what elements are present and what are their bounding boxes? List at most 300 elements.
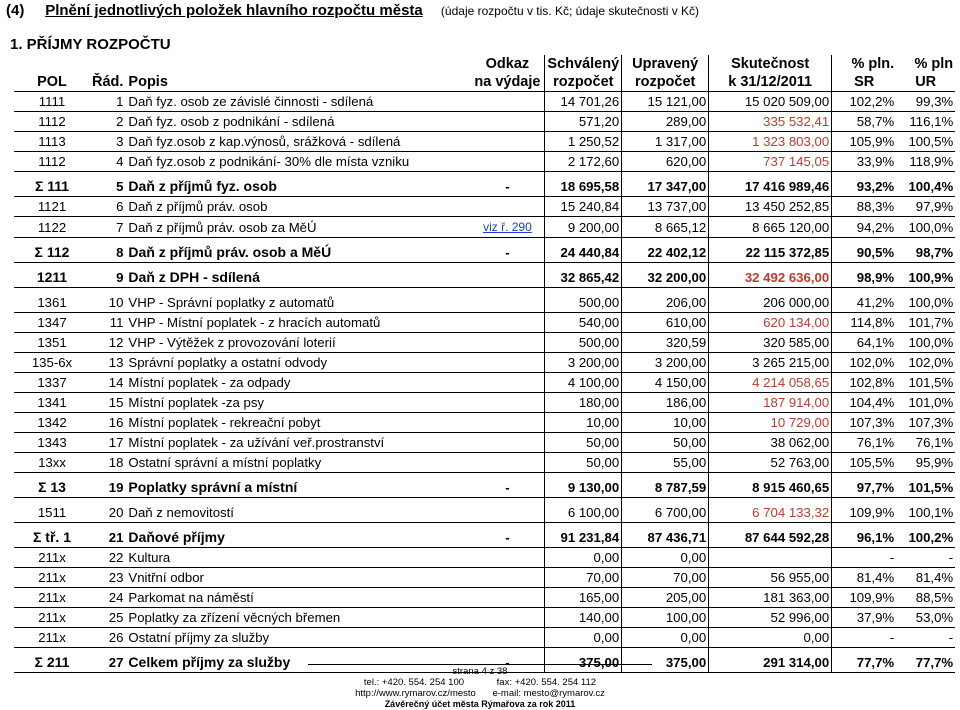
cell-sku: 0,00 bbox=[709, 628, 832, 648]
cell-popis: Daň fyz.osob z podnikání- 30% dle místa vzniku bbox=[126, 152, 470, 172]
cell-pol: 1211 bbox=[14, 268, 90, 288]
cell-popis: Daň z příjmů fyz. osob bbox=[126, 177, 470, 197]
cell-pol: 1347 bbox=[14, 313, 90, 333]
table-row bbox=[14, 92, 955, 112]
cell-popis: Ostatní příjmy za služby bbox=[126, 628, 470, 648]
cell-sku: 206 000,00 bbox=[709, 293, 832, 313]
header-row-2 bbox=[14, 73, 955, 92]
cell-rad: 25 bbox=[90, 608, 126, 628]
cell-rad: 2 bbox=[90, 112, 126, 132]
table-row bbox=[14, 353, 955, 373]
cell-ur: 100,0% bbox=[896, 293, 955, 313]
col-skutecnost-1: Skutečnost bbox=[709, 55, 832, 73]
cell-sr: 98,9% bbox=[832, 268, 897, 288]
cell-sku: 8 915 460,65 bbox=[709, 478, 832, 498]
cell-rad: 20 bbox=[90, 503, 126, 523]
cell-pol: 1121 bbox=[14, 197, 90, 217]
cell-popis: Parkomat na náměstí bbox=[126, 588, 470, 608]
cell-sku: 3 265 215,00 bbox=[709, 353, 832, 373]
cell-popis: Místní poplatek -za psy bbox=[126, 393, 470, 413]
col-pol: POL bbox=[14, 73, 90, 92]
cell-popis: Daň z příjmů práv. osob a MěÚ bbox=[126, 243, 470, 263]
cell-sku: 10 729,00 bbox=[709, 413, 832, 433]
cell-popis: Místní poplatek - za užívání veř.prostranství bbox=[126, 433, 470, 453]
cell-sch: 70,00 bbox=[545, 568, 622, 588]
cell-sch: 2 172,60 bbox=[545, 152, 622, 172]
col-odkaz-2: na výdaje bbox=[470, 73, 545, 92]
cell-upr: 55,00 bbox=[622, 453, 709, 473]
section-title: 1. PŘÍJMY ROZPOČTU bbox=[10, 36, 171, 53]
col-upraveny-1: Upravený bbox=[622, 55, 709, 73]
cell-sku: 15 020 509,00 bbox=[709, 92, 832, 112]
table-row bbox=[14, 293, 955, 313]
cell-ur: 107,3% bbox=[896, 413, 955, 433]
cell-popis: Daň z příjmů práv. osob za MěÚ bbox=[126, 217, 470, 238]
cell-ur: 100,1% bbox=[896, 503, 955, 523]
cell-odkaz bbox=[470, 628, 545, 648]
cell-odkaz bbox=[470, 608, 545, 628]
cell-odkaz bbox=[470, 568, 545, 588]
cell-rad: 21 bbox=[90, 528, 126, 548]
cell-sch: 180,00 bbox=[545, 393, 622, 413]
cell-popis: Správní poplatky a ostatní odvody bbox=[126, 353, 470, 373]
table-row bbox=[14, 503, 955, 523]
cell-sr: 93,2% bbox=[832, 177, 897, 197]
header-row-1 bbox=[14, 55, 955, 73]
cell-sku: 4 214 058,65 bbox=[709, 373, 832, 393]
cell-pol: 1361 bbox=[14, 293, 90, 313]
cell-ur: 102,0% bbox=[896, 353, 955, 373]
table-row bbox=[14, 373, 955, 393]
cell-rad: 1 bbox=[90, 92, 126, 112]
cell-sr: 90,5% bbox=[832, 243, 897, 263]
cell-upr: 0,00 bbox=[622, 628, 709, 648]
budget-table bbox=[14, 55, 955, 673]
table-row bbox=[14, 132, 955, 152]
cell-sku: 335 532,41 bbox=[709, 112, 832, 132]
table-row bbox=[14, 313, 955, 333]
cell-sku: 320 585,00 bbox=[709, 333, 832, 353]
cell-ur: 95,9% bbox=[896, 453, 955, 473]
cell-odkaz bbox=[470, 373, 545, 393]
cell-popis: Daň z příjmů práv. osob bbox=[126, 197, 470, 217]
cell-sch: 0,00 bbox=[545, 548, 622, 568]
footer-web[interactable]: http://www.rymarov.cz/mesto bbox=[355, 688, 476, 699]
cell-sku: 181 363,00 bbox=[709, 588, 832, 608]
cell-ur: 100,0% bbox=[896, 217, 955, 238]
cell-sch: 9 130,00 bbox=[545, 478, 622, 498]
cell-popis: Ostatní správní a místní poplatky bbox=[126, 453, 470, 473]
table-row bbox=[14, 453, 955, 473]
cell-sch: 24 440,84 bbox=[545, 243, 622, 263]
cell-odkaz bbox=[470, 453, 545, 473]
cell-sr: 105,5% bbox=[832, 453, 897, 473]
col-schvaleny-1: Schválený bbox=[545, 55, 622, 73]
cell-odkaz bbox=[470, 413, 545, 433]
cell-sch: 3 200,00 bbox=[545, 353, 622, 373]
cell-pol: 1337 bbox=[14, 373, 90, 393]
cell-sch: 18 695,58 bbox=[545, 177, 622, 197]
cell-sch: 1 250,52 bbox=[545, 132, 622, 152]
cell-rad: 4 bbox=[90, 152, 126, 172]
cell-odkaz bbox=[470, 313, 545, 333]
cell-sr: 96,1% bbox=[832, 528, 897, 548]
table-row bbox=[14, 393, 955, 413]
cell-rad: 27 bbox=[90, 653, 126, 673]
footer-fax: fax: +420. 554. 254 112 bbox=[496, 677, 597, 688]
table-row bbox=[14, 197, 955, 217]
cell-sch: 500,00 bbox=[545, 293, 622, 313]
col-plnur-2: UR bbox=[896, 73, 955, 92]
cell-odkaz bbox=[470, 433, 545, 453]
cell-sr: - bbox=[832, 628, 897, 648]
table-row bbox=[14, 333, 955, 353]
cell-sch: 540,00 bbox=[545, 313, 622, 333]
cell-sr: 109,9% bbox=[832, 588, 897, 608]
cell-sr: 104,4% bbox=[832, 393, 897, 413]
col-upraveny-2: rozpočet bbox=[622, 73, 709, 92]
table-row bbox=[14, 243, 955, 263]
cell-pol: 211x bbox=[14, 548, 90, 568]
cell-popis: VHP - Místní poplatek - z hracích automatů bbox=[126, 313, 470, 333]
table-row bbox=[14, 608, 955, 628]
cell-sr: 97,7% bbox=[832, 478, 897, 498]
cell-odkaz bbox=[470, 197, 545, 217]
cell-sch: 375,00 bbox=[545, 653, 622, 673]
table-row bbox=[14, 268, 955, 288]
cell-popis: Daň fyz. osob ze závislé činnosti - sdílená bbox=[126, 92, 470, 112]
cell-upr: 100,00 bbox=[622, 608, 709, 628]
cell-popis: Kultura bbox=[126, 548, 470, 568]
cell-pol: 211x bbox=[14, 628, 90, 648]
cell-upr: 205,00 bbox=[622, 588, 709, 608]
cell-rad: 6 bbox=[90, 197, 126, 217]
footer-email[interactable]: e-mail: mesto@rymarov.cz bbox=[492, 688, 605, 699]
table-row bbox=[14, 478, 955, 498]
cell-upr: 13 737,00 bbox=[622, 197, 709, 217]
cell-sr: - bbox=[832, 548, 897, 568]
cell-odkaz: - bbox=[470, 177, 545, 197]
cell-rad: 10 bbox=[90, 293, 126, 313]
cell-upr: 8 787,59 bbox=[622, 478, 709, 498]
cell-rad: 7 bbox=[90, 217, 126, 238]
cell-sch: 15 240,84 bbox=[545, 197, 622, 217]
cell-pol: 211x bbox=[14, 568, 90, 588]
cell-rad: 9 bbox=[90, 268, 126, 288]
cell-sr: 81,4% bbox=[832, 568, 897, 588]
cell-popis: Místní poplatek - za odpady bbox=[126, 373, 470, 393]
cell-rad: 8 bbox=[90, 243, 126, 263]
cell-popis: Poplatky správní a místní bbox=[126, 478, 470, 498]
table-row bbox=[14, 217, 955, 238]
table-row bbox=[14, 112, 955, 132]
cell-sch: 6 100,00 bbox=[545, 503, 622, 523]
cell-odkaz bbox=[470, 393, 545, 413]
footer-contacts bbox=[0, 677, 960, 688]
cell-odkaz: - bbox=[470, 478, 545, 498]
cell-popis: VHP - Správní poplatky z automatů bbox=[126, 293, 470, 313]
cell-sr: 37,9% bbox=[832, 608, 897, 628]
cell-ur: 77,7% bbox=[896, 653, 955, 673]
cell-odkaz: - bbox=[470, 528, 545, 548]
cell-sku: 620 134,00 bbox=[709, 313, 832, 333]
cell-pol: 1112 bbox=[14, 112, 90, 132]
cell-ur: 116,1% bbox=[896, 112, 955, 132]
cell-upr: 0,00 bbox=[622, 548, 709, 568]
cell-sch: 91 231,84 bbox=[545, 528, 622, 548]
cell-pol: Σ 211 bbox=[14, 653, 90, 673]
cell-rad: 12 bbox=[90, 333, 126, 353]
cell-sku: 52 763,00 bbox=[709, 453, 832, 473]
col-popis: Popis bbox=[126, 73, 470, 92]
cell-sku: 291 314,00 bbox=[709, 653, 832, 673]
cell-sr: 58,7% bbox=[832, 112, 897, 132]
cell-sku: 13 450 252,85 bbox=[709, 197, 832, 217]
cell-sr: 114,8% bbox=[832, 313, 897, 333]
cell-sku: 8 665 120,00 bbox=[709, 217, 832, 238]
cell-upr: 15 121,00 bbox=[622, 92, 709, 112]
cell-sr: 105,9% bbox=[832, 132, 897, 152]
cell-rad: 11 bbox=[90, 313, 126, 333]
cell-sku: 38 062,00 bbox=[709, 433, 832, 453]
cell-upr: 320,59 bbox=[622, 333, 709, 353]
cell-ur: 81,4% bbox=[896, 568, 955, 588]
cell-ur: 101,0% bbox=[896, 393, 955, 413]
cell-rad: 24 bbox=[90, 588, 126, 608]
cell-ur: 100,5% bbox=[896, 132, 955, 152]
cell-rad: 14 bbox=[90, 373, 126, 393]
cell-odkaz bbox=[470, 268, 545, 288]
cell-ur: 101,5% bbox=[896, 478, 955, 498]
cell-ur: - bbox=[896, 628, 955, 648]
cell-sch: 571,20 bbox=[545, 112, 622, 132]
table-row bbox=[14, 588, 955, 608]
cell-upr: 3 200,00 bbox=[622, 353, 709, 373]
cell-rad: 23 bbox=[90, 568, 126, 588]
cell-popis: Daň fyz.osob z kap.výnosů, srážková - sdílená bbox=[126, 132, 470, 152]
cell-sch: 50,00 bbox=[545, 433, 622, 453]
cell-odkaz bbox=[470, 353, 545, 373]
cell-ur: 100,2% bbox=[896, 528, 955, 548]
cell-upr: 4 150,00 bbox=[622, 373, 709, 393]
cell-pol: Σ 111 bbox=[14, 177, 90, 197]
cell-popis: Vnitřní odbor bbox=[126, 568, 470, 588]
cell-sr: 102,2% bbox=[832, 92, 897, 112]
col-skutecnost-2: k 31/12/2011 bbox=[709, 73, 832, 92]
cell-sch: 140,00 bbox=[545, 608, 622, 628]
cell-upr: 620,00 bbox=[622, 152, 709, 172]
col-plnur-1: % pln bbox=[914, 56, 954, 72]
cell-pol: Σ 13 bbox=[14, 478, 90, 498]
cell-sr: 33,9% bbox=[832, 152, 897, 172]
col-plnsr-2: SR bbox=[832, 73, 897, 92]
cell-ur: 100,0% bbox=[896, 333, 955, 353]
footer-divider bbox=[308, 664, 652, 665]
table-row bbox=[14, 628, 955, 648]
document-title: Plnění jednotlivých položek hlavního rozpočtu města bbox=[45, 2, 423, 19]
cell-ur: 76,1% bbox=[896, 433, 955, 453]
cell-upr: 610,00 bbox=[622, 313, 709, 333]
cell-rad: 26 bbox=[90, 628, 126, 648]
cell-sch: 14 701,26 bbox=[545, 92, 622, 112]
cell-pol: 211x bbox=[14, 588, 90, 608]
document-header bbox=[6, 2, 699, 19]
cell-odkaz: - bbox=[470, 243, 545, 263]
cell-odkaz bbox=[470, 132, 545, 152]
cell-pol: 135-6x bbox=[14, 353, 90, 373]
cell-ur: 100,4% bbox=[896, 177, 955, 197]
cell-rad: 22 bbox=[90, 548, 126, 568]
cell-odkaz bbox=[470, 293, 545, 313]
cell-pol: 1112 bbox=[14, 152, 90, 172]
cell-rad: 18 bbox=[90, 453, 126, 473]
cell-pol: 1113 bbox=[14, 132, 90, 152]
cell-pol: 1511 bbox=[14, 503, 90, 523]
cell-popis: Daňové příjmy bbox=[126, 528, 470, 548]
table-row bbox=[14, 413, 955, 433]
cell-ur: 101,7% bbox=[896, 313, 955, 333]
cell-upr: 32 200,00 bbox=[622, 268, 709, 288]
cell-sch: 0,00 bbox=[545, 628, 622, 648]
footer-links bbox=[0, 688, 960, 699]
cell-sr: 109,9% bbox=[832, 503, 897, 523]
cell-sku: 56 955,00 bbox=[709, 568, 832, 588]
table-row bbox=[14, 433, 955, 453]
cell-sr: 88,3% bbox=[832, 197, 897, 217]
cell-sku: 17 416 989,46 bbox=[709, 177, 832, 197]
cell-pol: 1111 bbox=[14, 92, 90, 112]
col-plnsr-1: % pln. bbox=[832, 55, 897, 73]
cell-sku: 52 996,00 bbox=[709, 608, 832, 628]
cell-rad: 5 bbox=[90, 177, 126, 197]
cell-sku bbox=[709, 548, 832, 568]
cell-pol: 13xx bbox=[14, 453, 90, 473]
cell-pol: 1122 bbox=[14, 217, 90, 238]
cell-ur: 98,7% bbox=[896, 243, 955, 263]
cell-upr: 289,00 bbox=[622, 112, 709, 132]
cell-sr: 77,7% bbox=[832, 653, 897, 673]
cell-upr: 50,00 bbox=[622, 433, 709, 453]
cell-rad: 16 bbox=[90, 413, 126, 433]
cell-sch: 10,00 bbox=[545, 413, 622, 433]
cell-popis: Místní poplatek - rekreační pobyt bbox=[126, 413, 470, 433]
cell-pol: 1343 bbox=[14, 433, 90, 453]
cell-sch: 165,00 bbox=[545, 588, 622, 608]
cell-rad: 3 bbox=[90, 132, 126, 152]
cell-sr: 94,2% bbox=[832, 217, 897, 238]
cell-upr: 10,00 bbox=[622, 413, 709, 433]
cell-upr: 17 347,00 bbox=[622, 177, 709, 197]
cell-odkaz bbox=[470, 152, 545, 172]
col-schvaleny-2: rozpočet bbox=[545, 73, 622, 92]
footer-tel: tel.: +420. 554. 254 100 bbox=[363, 677, 465, 688]
cell-sku: 22 115 372,85 bbox=[709, 243, 832, 263]
cell-sr: 102,0% bbox=[832, 353, 897, 373]
table-row bbox=[14, 152, 955, 172]
cell-sch: 32 865,42 bbox=[545, 268, 622, 288]
cell-sku: 187 914,00 bbox=[709, 393, 832, 413]
cell-sr: 76,1% bbox=[832, 433, 897, 453]
cell-pol: 1342 bbox=[14, 413, 90, 433]
cell-rad: 17 bbox=[90, 433, 126, 453]
cell-sr: 107,3% bbox=[832, 413, 897, 433]
cell-ur: 97,9% bbox=[896, 197, 955, 217]
cell-popis: Celkem příjmy za služby bbox=[126, 653, 470, 673]
col-rad: Řád. bbox=[90, 73, 126, 92]
table-row bbox=[14, 568, 955, 588]
cell-ur: - bbox=[896, 548, 955, 568]
cell-upr: 22 402,12 bbox=[622, 243, 709, 263]
cell-rad: 19 bbox=[90, 478, 126, 498]
cell-upr: 70,00 bbox=[622, 568, 709, 588]
odkaz-link[interactable]: viz ř. 290 bbox=[483, 220, 532, 234]
cell-ur: 53,0% bbox=[896, 608, 955, 628]
cell-odkaz bbox=[470, 548, 545, 568]
cell-odkaz bbox=[470, 333, 545, 353]
cell-ur: 100,9% bbox=[896, 268, 955, 288]
cell-sku: 737 145,05 bbox=[709, 152, 832, 172]
col-odkaz-1: Odkaz bbox=[485, 56, 530, 72]
units-note: (údaje rozpočtu v tis. Kč; údaje skutečnosti v Kč) bbox=[440, 4, 700, 18]
cell-upr: 186,00 bbox=[622, 393, 709, 413]
cell-odkaz bbox=[470, 503, 545, 523]
cell-odkaz: - bbox=[470, 653, 545, 673]
cell-ur: 101,5% bbox=[896, 373, 955, 393]
cell-sch: 4 100,00 bbox=[545, 373, 622, 393]
cell-upr: 87 436,71 bbox=[622, 528, 709, 548]
table-row bbox=[14, 177, 955, 197]
cell-popis: Daň fyz. osob z podnikání - sdílená bbox=[126, 112, 470, 132]
cell-sku: 87 644 592,28 bbox=[709, 528, 832, 548]
cell-popis: VHP - Výtěžek z provozování loterií bbox=[126, 333, 470, 353]
cell-upr: 206,00 bbox=[622, 293, 709, 313]
cell-ur: 99,3% bbox=[896, 92, 955, 112]
cell-pol: 1341 bbox=[14, 393, 90, 413]
cell-odkaz bbox=[470, 112, 545, 132]
cell-upr: 6 700,00 bbox=[622, 503, 709, 523]
cell-sr: 41,2% bbox=[832, 293, 897, 313]
cell-pol: Σ 112 bbox=[14, 243, 90, 263]
table-row bbox=[14, 548, 955, 568]
cell-popis: Daň z DPH - sdílená bbox=[126, 268, 470, 288]
section-number: (4) bbox=[6, 2, 25, 19]
cell-popis: Daň z nemovitostí bbox=[126, 503, 470, 523]
cell-rad: 13 bbox=[90, 353, 126, 373]
cell-upr: 8 665,12 bbox=[622, 217, 709, 238]
cell-ur: 88,5% bbox=[896, 588, 955, 608]
cell-rad: 15 bbox=[90, 393, 126, 413]
cell-sch: 50,00 bbox=[545, 453, 622, 473]
cell-upr: 1 317,00 bbox=[622, 132, 709, 152]
footer-document-name: Závěrečný účet města Rýmařova za rok 2011 bbox=[384, 699, 576, 709]
cell-pol: Σ tř. 1 bbox=[14, 528, 90, 548]
cell-sch: 500,00 bbox=[545, 333, 622, 353]
cell-sku: 6 704 133,32 bbox=[709, 503, 832, 523]
cell-sku: 1 323 803,00 bbox=[709, 132, 832, 152]
cell-sr: 64,1% bbox=[832, 333, 897, 353]
cell-odkaz bbox=[470, 217, 545, 238]
cell-pol: 211x bbox=[14, 608, 90, 628]
footer-page: strana 4 z 38 bbox=[452, 666, 508, 677]
cell-sr: 102,8% bbox=[832, 373, 897, 393]
cell-odkaz bbox=[470, 92, 545, 112]
cell-pol: 1351 bbox=[14, 333, 90, 353]
cell-sku: 32 492 636,00 bbox=[709, 268, 832, 288]
cell-upr: 375,00 bbox=[622, 653, 709, 673]
cell-popis: Poplatky za zřízení věcných břemen bbox=[126, 608, 470, 628]
cell-sch: 9 200,00 bbox=[545, 217, 622, 238]
cell-odkaz bbox=[470, 588, 545, 608]
